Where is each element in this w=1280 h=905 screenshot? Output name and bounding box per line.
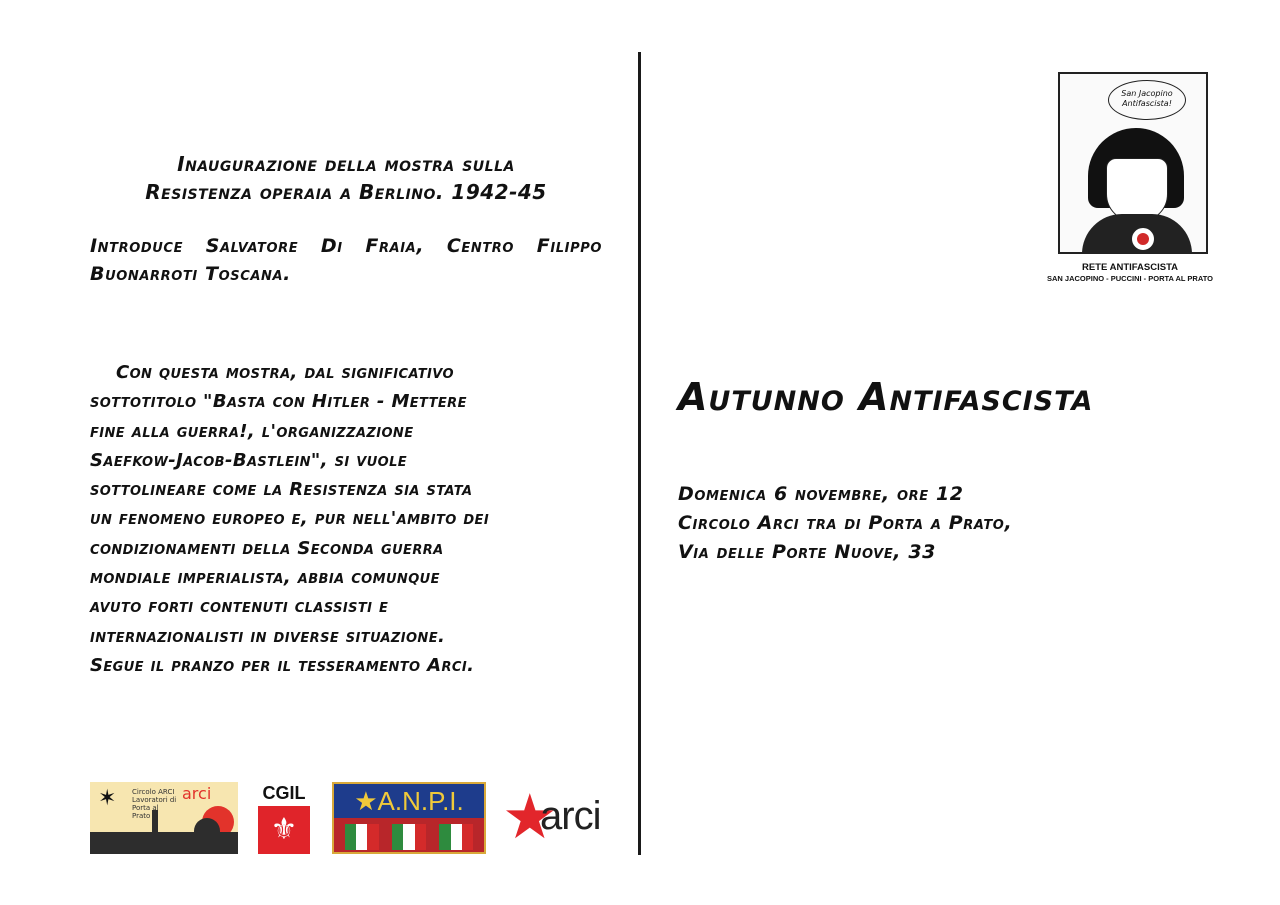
skyline-icon bbox=[90, 832, 238, 854]
description-line: fine alla guerra!, l'organizzazione bbox=[90, 420, 414, 442]
description-line: sottolineare come la Resistenza sia stata bbox=[90, 479, 473, 501]
description-line: sottotitolo "Basta con Hitler - Mettere bbox=[90, 391, 467, 413]
description-line: un fenomeno europeo e, pur nell'ambito dei bbox=[90, 508, 490, 530]
star-icon: ✶ bbox=[98, 786, 117, 811]
network-name: RETE ANTIFASCISTA bbox=[1081, 262, 1179, 273]
vertical-divider bbox=[638, 52, 641, 855]
description-line: mondiale imperialista, abbia comunque bbox=[90, 567, 440, 589]
description-line: Con questa mostra, dal significativo bbox=[116, 362, 454, 383]
cgil-logo-text: CGIL bbox=[262, 783, 306, 803]
event-venue: Circolo Arci tra di Porta a Prato, bbox=[678, 512, 1013, 534]
description-line: condizionamenti della Seconda guerra bbox=[90, 537, 444, 559]
cartoon-illustration bbox=[1058, 72, 1208, 254]
face-shape bbox=[1106, 158, 1168, 222]
red-star-icon: ★ bbox=[502, 780, 558, 853]
rete-antifascista-logo bbox=[1040, 72, 1220, 284]
anpi-logo-text: ★A.N.P.I. bbox=[334, 784, 484, 818]
italian-flag-icon bbox=[345, 824, 379, 850]
description-text bbox=[90, 358, 602, 680]
fleur-de-lis-icon: ⚜ bbox=[258, 806, 310, 854]
arci-logo bbox=[502, 782, 602, 854]
event-details bbox=[678, 480, 1198, 567]
italian-flags bbox=[334, 818, 484, 850]
event-title: Autunno Antifascista bbox=[678, 375, 1094, 419]
cgil-logo bbox=[258, 782, 310, 854]
italian-flag-icon bbox=[392, 824, 426, 850]
italian-flag-icon bbox=[439, 824, 473, 850]
arci-mark: arci bbox=[182, 784, 212, 803]
description-line: Saefkow-Jacob-Bastlein", si vuole bbox=[90, 449, 408, 471]
exhibition-title-line-2: Resistenza operaia a Berlino. 1942-45 bbox=[145, 180, 547, 204]
event-address: Via delle Porte Nuove, 33 bbox=[678, 541, 936, 563]
event-date: Domenica 6 novembre, ore 12 bbox=[678, 483, 964, 505]
intro-text: Introduce Salvatore Di Fraia, Centro Filippo Buonarroti Toscana. bbox=[90, 235, 602, 285]
description-line: internazionalisti in diverse situazione. bbox=[90, 625, 446, 647]
anpi-logo bbox=[332, 782, 486, 854]
network-subtitle: SAN JACOPINO - PUCCINI - PORTA AL PRATO bbox=[1047, 274, 1213, 283]
exhibition-title-line-1: Inaugurazione della mostra sulla bbox=[177, 152, 515, 176]
circolo-arci-logo bbox=[90, 782, 238, 854]
circolo-logo-text: Circolo ARCI Lavoratori di Porta al Prato bbox=[132, 788, 177, 820]
arci-logo-text: arci bbox=[540, 794, 601, 838]
description-line: Segue il pranzo per il tesseramento Arci. bbox=[90, 654, 475, 676]
description-line: avuto forti contenuti classisti e bbox=[90, 596, 389, 618]
speech-bubble: San Jacopino Antifascista! bbox=[1108, 80, 1186, 120]
antifa-badge-icon bbox=[1130, 226, 1156, 252]
exhibition-title bbox=[90, 150, 602, 206]
left-panel bbox=[90, 150, 602, 680]
